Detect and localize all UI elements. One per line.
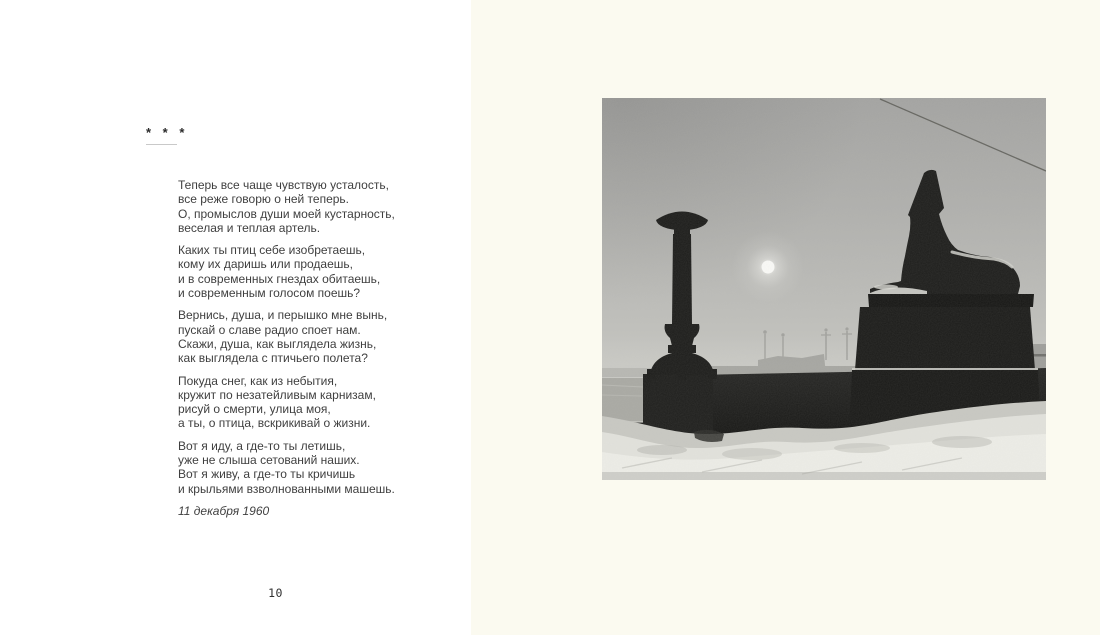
poem-line: и современным голосом поешь? [178,286,361,301]
poem-date: 11 декабря 1960 [178,503,270,518]
photo-film-grain [602,98,1046,480]
poem-line: О, промыслов души моей кустарность, [178,206,395,221]
poem-line: Вернись, душа, и перышко мне вынь, [178,308,388,323]
poem-line: Каких ты птиц себе изобретаешь, [178,243,366,258]
poem-stanza [178,243,395,300]
poem [178,178,395,518]
poem-stanza [178,374,395,431]
sphinx-embankment-photo [602,98,1046,480]
poem-line: и в современных гнездах обитаешь, [178,271,381,286]
poem-line: кружит по незатейливым карнизам, [178,387,376,402]
poem-line: уже не слыша сетований наших. [178,453,360,468]
left-page [0,0,471,635]
photo-canvas [602,98,1046,480]
poem-line: а ты, о птица, вскрикивай о жизни. [178,416,371,431]
poem-line: кому их даришь или продаешь, [178,257,353,272]
page-number: 10 [268,586,283,600]
poem-line: веселая и теплая артель. [178,220,321,235]
right-page [471,0,1100,635]
poem-line: Теперь все чаще чувствую усталость, [178,178,389,192]
poem-line: все реже говорю о ней теперь. [178,192,350,207]
section-marker [146,124,189,145]
poem-line: Скажи, душа, как выглядела жизнь, [178,336,377,351]
poem-stanza [178,178,395,235]
section-marker-stars: * * * [146,125,189,140]
poem-stanza [178,439,395,496]
poem-line: как выглядела с птичьего полета? [178,351,368,366]
poem-line: рисуй о смерти, улица моя, [178,402,331,417]
poem-line: пускай о славе радио споет нам. [178,322,361,337]
poem-line: Покуда снег, как из небытия, [178,373,338,388]
poem-stanza [178,308,395,365]
poem-line: Вот я иду, а где-то ты летишь, [178,438,346,453]
poem-line: и крыльями взволнованными машешь. [178,481,395,496]
poem-line: Вот я живу, а где-то ты кричишь [178,467,356,482]
